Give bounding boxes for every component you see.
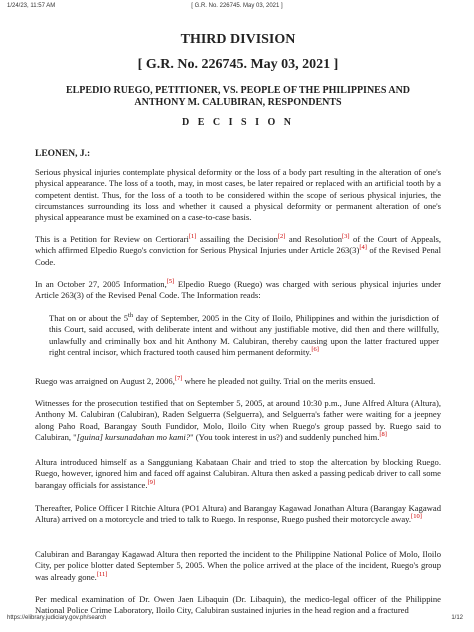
decision-heading: D E C I S I O N <box>182 117 294 128</box>
ordinal-suffix: th <box>128 312 134 320</box>
print-title: [ G.R. No. 226745. May 03, 2021 ] <box>191 3 283 9</box>
footnote-link[interactable]: [8] <box>379 431 387 439</box>
paragraph-2 <box>35 234 441 268</box>
footnote-link[interactable]: [11] <box>96 570 108 578</box>
text: Calubiran and Barangay Kagawad Altura then reported the incident to the Philippine National Police of Molo, Iloilo City, per police blotter dated September 5, 2005. When the police arrived at the place of the incident, Ruego's group was already gone. <box>35 549 441 582</box>
footnote-link[interactable]: [4] <box>359 244 367 252</box>
print-timestamp: 1/24/23, 11:57 AM <box>7 3 56 9</box>
text: This is a Petition for Review on Certiorari <box>35 234 189 244</box>
page-number: 1/12 <box>451 615 463 621</box>
footnote-link[interactable]: [10] <box>411 513 422 521</box>
text: and Resolution <box>285 234 343 244</box>
paragraph-3 <box>35 279 441 302</box>
text: day of September, 2005 in the City of Iloilo, Philippines and within the jurisdiction of this Court, said accused, with deliberate intent and without any justifiable motive, did then and there willfully, unlawfully and criminally box and hit Anthony M. Calubiran, thereby causing upon the latter fractured upper right central incisor, which fractured tooth caused him permanent deformity. <box>49 313 439 357</box>
paragraph-1: Serious physical injuries contemplate physical deformity or the loss of a body part resulting in the alteration of one's physical appearance. The loss of a tooth, may, in most cases, be later repaired or replaced with an artificial tooth by a competent dentist. Thus, for the loss of a tooth to be considered within the scope of serious physical injuries, the circumstances surrounding its loss and whether it caused a physical deformity or permanent alteration of one's physical appearance must be examined on a case-to-case basis. <box>35 167 441 223</box>
parties-line-2: ANTHONY M. CALUBIRAN, RESPONDENTS <box>134 97 342 108</box>
footer-url: https://elibrary.judiciary.gov.ph/search <box>7 615 107 621</box>
paragraph-6 <box>35 457 441 491</box>
footnote-link[interactable]: [7] <box>174 375 183 383</box>
division-heading: THIRD DIVISION <box>180 32 296 47</box>
text: Elpedio Ruego (Ruego) was charged with serious physical injuries under Article 263(3) of the Revised Penal Code. The Information reads: <box>35 279 441 301</box>
footnote-link[interactable]: [1] <box>188 233 197 241</box>
text: Ruego was arraigned on August 2, 2006, <box>35 376 175 386</box>
paragraph-8 <box>35 549 441 583</box>
text: " (You took interest in us?) and suddenly punched him. <box>190 431 380 442</box>
parties-line-1: ELPEDIO RUEGO, PETITIONER, VS. PEOPLE OF THE PHILIPPINES AND <box>65 85 411 96</box>
paragraph-9: Per medical examination of Dr. Owen Jaen Libaquin (Dr. Libaquin), the medico-legal officer of the Philippine National Police Crime Laboratory, Iloilo City, Calubiran sustained injuries in the head region and a fractured <box>35 594 441 616</box>
case-parties <box>35 85 441 109</box>
text: of the Court of Appeals, which affirmed Elpedio Ruego's conviction for Serious Physical Injuries under Article 263(3) <box>35 234 442 256</box>
footnote-link[interactable]: [6] <box>311 346 319 354</box>
paragraph-7 <box>35 503 441 526</box>
text: of the Revised Penal Code. <box>35 245 442 267</box>
text: In an October 27, 2005 Information, <box>35 279 167 289</box>
text: Thereafter, Police Officer I Ritchie Altura (PO1 Altura) and Barangay Kagawad Jonathan Altura (Barangay Kagawad Altura) arrived on a motorcycle and tried to talk to Ruego. In response, Ruego pushed their motorcycle away. <box>35 503 441 525</box>
text: That on or about the 5 <box>49 313 129 323</box>
text: where he pleaded not guilty. Trial on the merits ensued. <box>182 376 376 386</box>
quoted-information <box>49 313 439 358</box>
text: Altura introduced himself as a Sangguniang Kabataan Chair and tried to stop the altercation by blocking Ruego. Ruego, however, ignored him and faced off against Calubiran. Altura then asked a passing pedicab driver to call some barangay officials for assistance. <box>35 457 441 490</box>
text: Witnesses for the prosecution testified that on September 5, 2005, at around 10:30 p.m., June Alfred Altura (Altura), Anthony M. Calubiran (Calubiran), Raden Selguerra (Selguerra), and Selguerra's father were waiting for a jeepney along Paho Road, Barangay South Fundidor, Molo, Iloilo City when Ruego's group passed by. Ruego said to Calubiran, " <box>35 398 441 442</box>
ponente: LEONEN, J.: <box>35 149 91 159</box>
footnote-link[interactable]: [9] <box>147 478 156 486</box>
quoted-phrase: [guina] kursunadahan mo kami? <box>76 431 191 442</box>
paragraph-5 <box>35 398 441 443</box>
text: assailing the Decision <box>196 234 278 244</box>
footnote-link[interactable]: [2] <box>277 233 286 241</box>
case-number-heading: [ G.R. No. 226745. May 03, 2021 ] <box>137 57 339 72</box>
footnote-link[interactable]: [5] <box>166 278 175 286</box>
browser-print-header <box>0 3 474 13</box>
paragraph-4 <box>35 376 441 387</box>
footnote-link[interactable]: [3] <box>342 233 350 241</box>
